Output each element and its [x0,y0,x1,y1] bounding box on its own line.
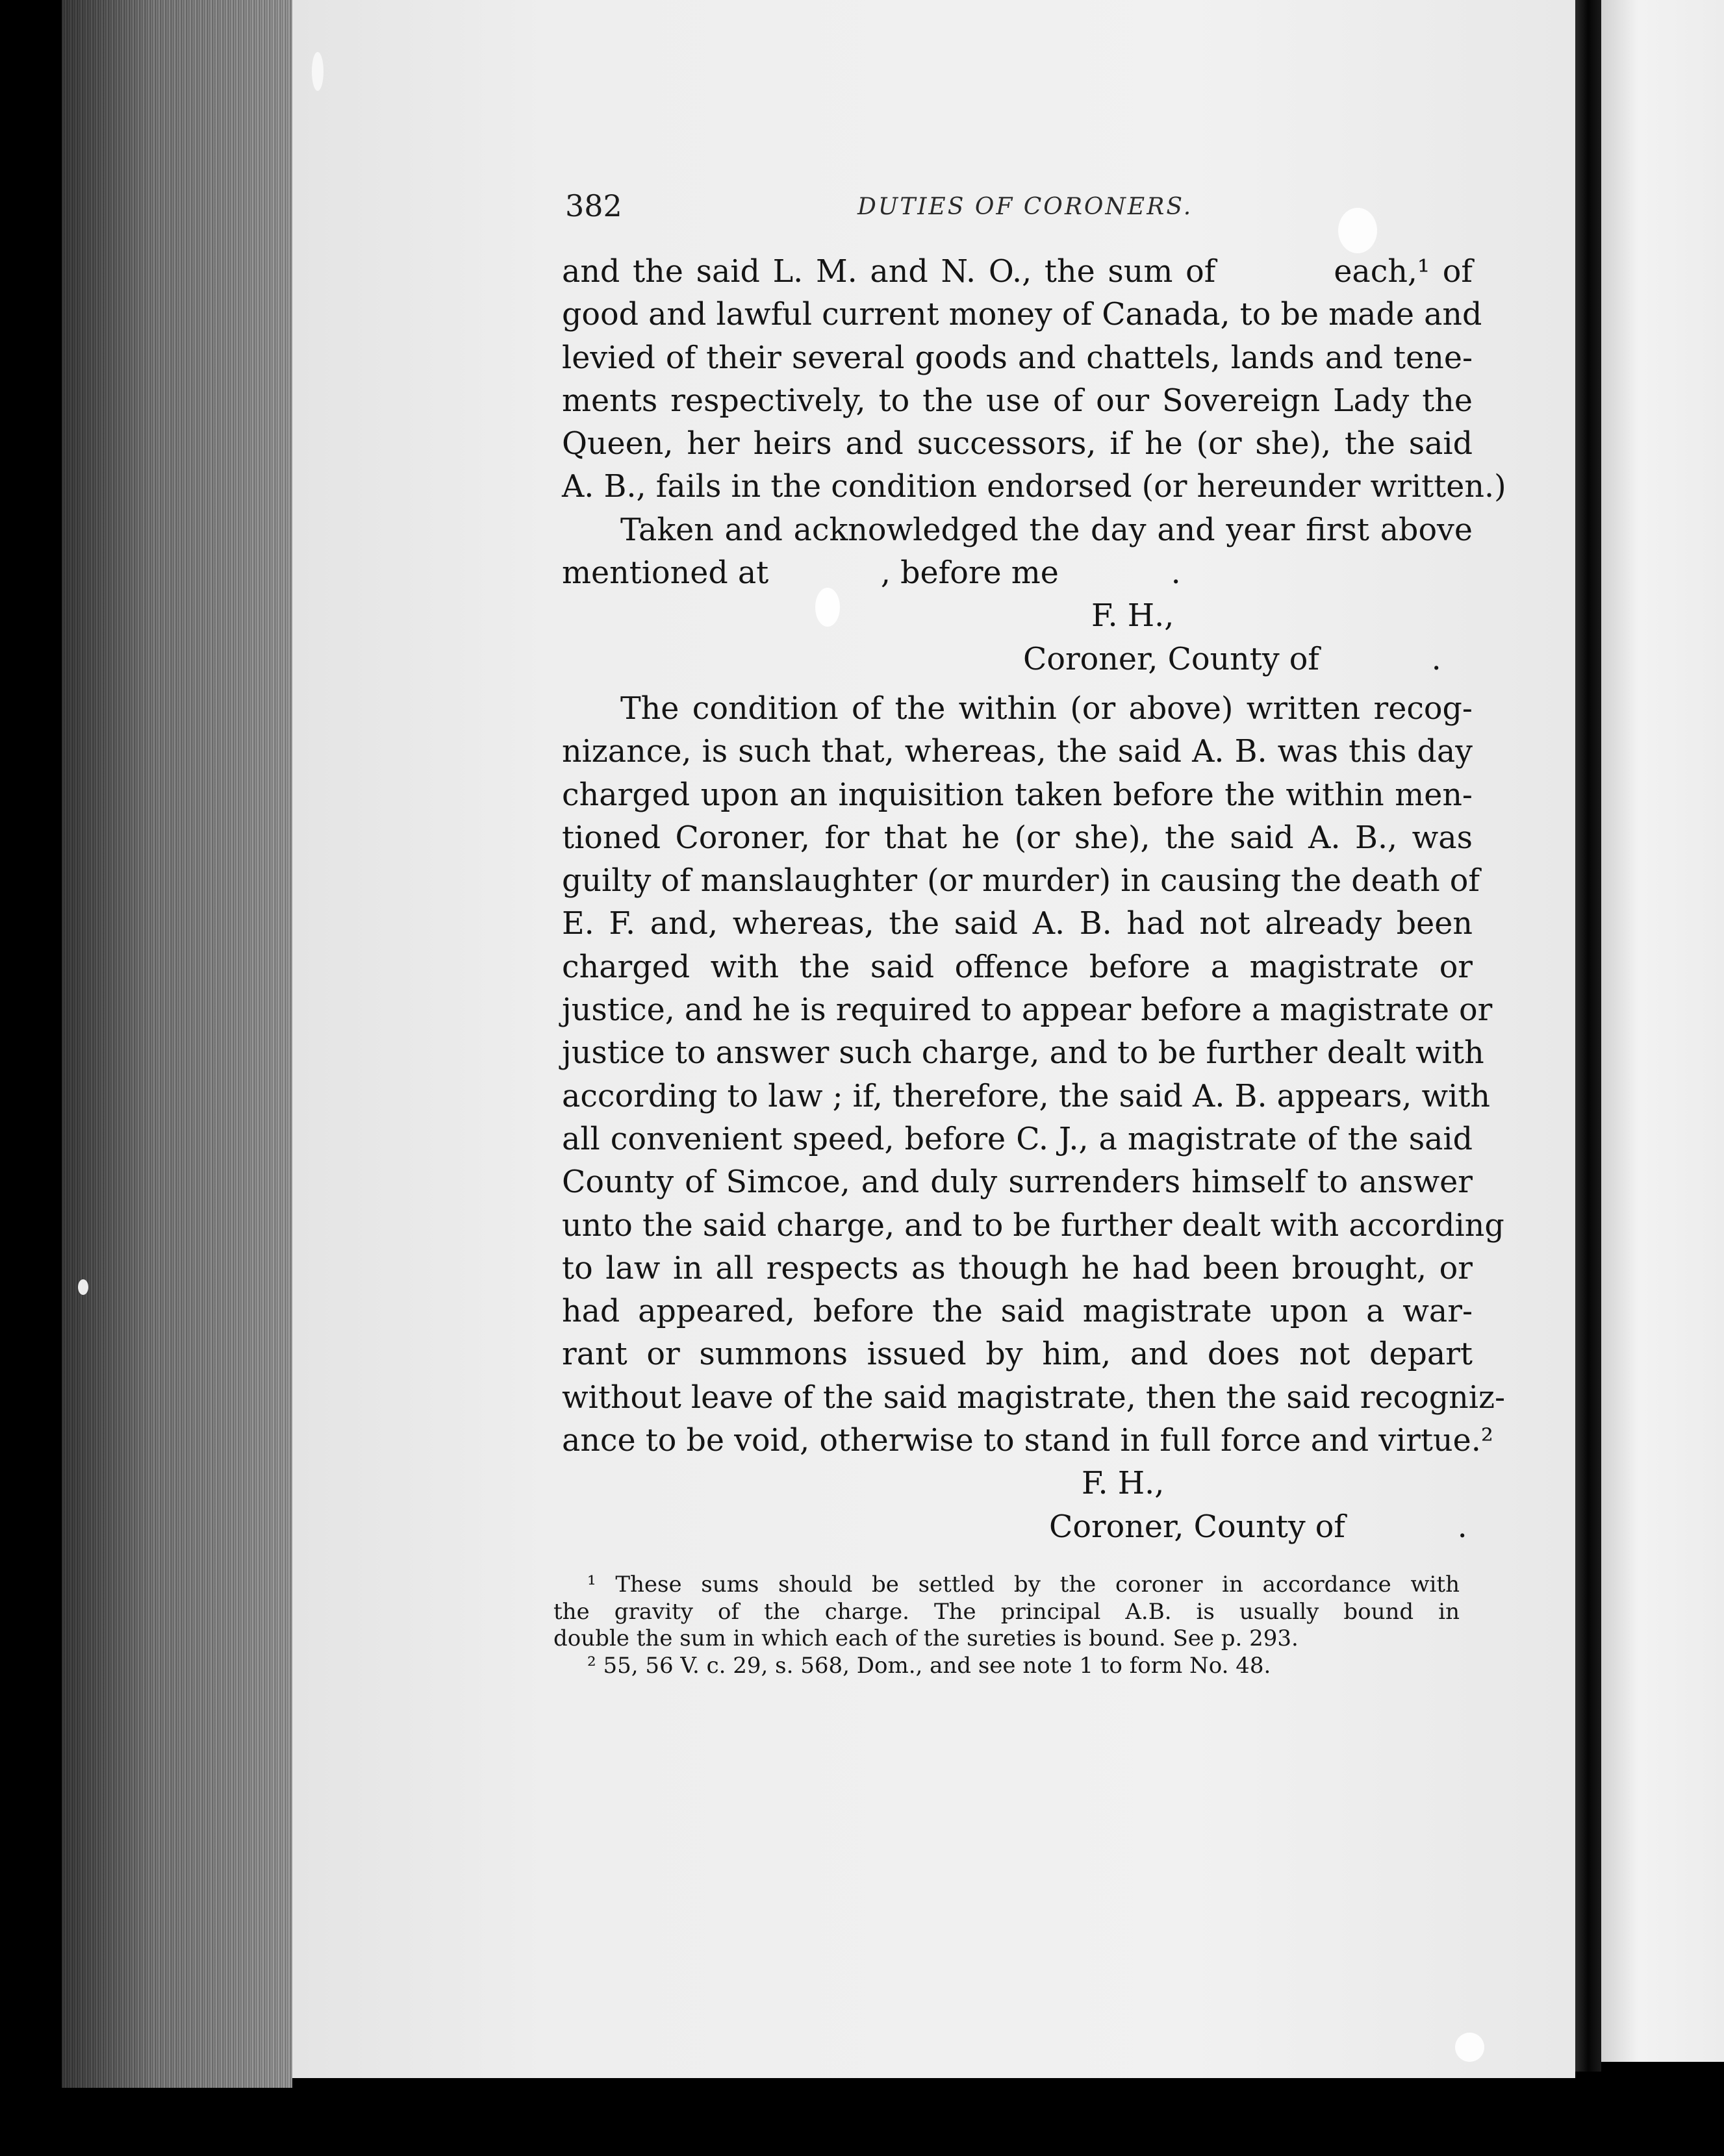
footnote-line: ² 55, 56 V. c. 29, s. 568, Dom., and see note 1 to form No. 48. [587,1652,1271,1679]
text-line: all convenient speed, before C. J., a magistrate of the said [562,1121,1473,1157]
book-gutter [1575,0,1601,2072]
text-line: unto the said charge, and to be further dealt with according [562,1207,1504,1244]
page-number: 382 [565,188,622,223]
scan-speck [312,52,323,91]
text-line: justice, and he is required to appear before a magistrate or [562,992,1493,1029]
text-line: nizance, is such that, whereas, the said A. B. was this day [562,734,1473,770]
text-line: mentioned at , before me . [562,555,1181,592]
footnote-line: double the sum in which each of the sureties is bound. See p. 293. [553,1625,1299,1651]
text-line: tioned Coroner, for that he (or she), the said A. B., was [562,820,1473,856]
scan-border [0,2088,1724,2156]
text-line: E. F. and, whereas, the said A. B. had not already been [562,906,1473,942]
text-line: guilty of manslaughter (or murder) in causing the death of [562,863,1480,899]
text-line: levied of their several goods and chattels, lands and tene- [562,340,1473,376]
text-line: and the said L. M. and N. O., the sum of each,¹ of [562,254,1473,290]
text-line: rant or summons issued by him, and does not depart [562,1336,1473,1373]
text-line: charged upon an inquisition taken before the within men- [562,777,1473,813]
text-line: to law in all respects as though he had been brought, or [562,1250,1473,1286]
text-line: Queen, her heirs and successors, if he (or she), the said [562,426,1473,462]
signature-name: F. H., [1082,1466,1165,1502]
text-line: A. B., fails in the condition endorsed (or hereunder written.) [562,469,1506,505]
text-line: charged with the said offence before a magistrate or [562,949,1473,985]
text-line: County of Simcoe, and duly surrenders himself to answer [562,1164,1473,1201]
scan-speck [1338,208,1377,253]
text-line: had appeared, before the said magistrate upon a war- [562,1294,1473,1330]
running-head: DUTIES OF CORONERS. [857,194,1193,220]
text-line: The condition of the within (or above) written recog- [620,690,1473,727]
signature-name: F. H., [1091,598,1174,634]
text-line: ance to be void, otherwise to stand in full force and virtue.² [562,1423,1493,1459]
signature-title: Coroner, County of . [1023,641,1441,677]
footnotes [553,1572,1460,1679]
facing-page-edge [1601,0,1724,2062]
signature-title: Coroner, County of . [1049,1509,1467,1545]
text-line: without leave of the said magistrate, then the said recogniz- [562,1379,1506,1416]
scan-speck [78,1279,88,1295]
main-text [562,251,1506,1549]
text-line: according to law ; if, therefore, the said A. B. appears, with [562,1078,1491,1114]
text-line: justice to answer such charge, and to be further dealt with [562,1035,1484,1072]
text-line: Taken and acknowledged the day and year first above [620,512,1473,548]
text-line: good and lawful current money of Canada, to be made and [562,297,1482,333]
footnote-line: the gravity of the charge. The principal A.B. is usually bound in [553,1598,1460,1625]
book-page-edges [62,0,292,2088]
scan-speck [1455,2033,1484,2062]
text-line: ments respectively, to the use of our Sovereign Lady the [562,382,1473,419]
page-header [565,188,1215,227]
footnote-line: ¹ These sums should be settled by the coroner in accordance with [587,1572,1460,1598]
